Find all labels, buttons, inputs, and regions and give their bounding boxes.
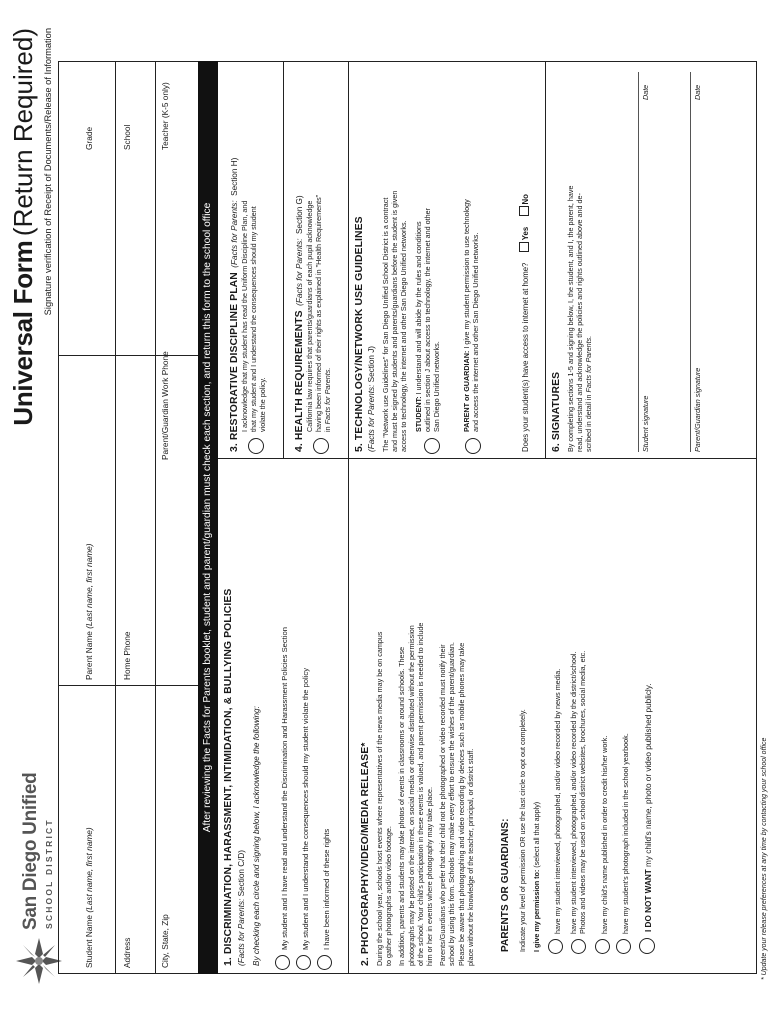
page-subtitle: Signature verification of Receipt of Documents/Release of Information xyxy=(43,28,53,316)
section-4-body: California law requires that parents/guardians of each pupil acknowledge having been informed of their rights as explained in "Health Requirements" in Facts for Parents. xyxy=(305,194,333,432)
internet-yes-checkbox[interactable] xyxy=(519,242,529,252)
district-logo xyxy=(14,746,64,986)
section-5-ref: (Facts for Parents: Section J) xyxy=(367,345,376,452)
section-3-title: 3. RESTORATIVE DISCIPLINE PLAN (Facts for Parents: Section H) xyxy=(229,157,240,452)
permission-yearbook-checkbox[interactable] xyxy=(616,939,631,954)
star-logo-icon xyxy=(14,936,64,986)
s1-item3-checkbox[interactable] xyxy=(317,955,332,970)
city-state-zip-label[interactable]: City, State, Zip xyxy=(160,914,170,968)
opt-out-checkbox[interactable] xyxy=(639,938,655,954)
title-main: Universal Form xyxy=(8,240,38,426)
page-title xyxy=(8,28,39,426)
opt-out-label: I DO NOT WANT my child's name, photo or video published publicly. xyxy=(644,683,653,932)
section-5-body: The "Network use Guidelines" for San Diego Unified School District is a contract and must be signed by students and parents/guardians before the student is given access to technology, the internet and other San Diego Unified networks. xyxy=(381,190,409,452)
s1-item1-checkbox[interactable] xyxy=(275,955,290,970)
section-1-instructions: By checking each circle and signing below, I acknowledge the following: xyxy=(252,706,261,966)
s1-item3-label: I have been informed of these rights xyxy=(322,828,331,950)
s1-item2-label: My student and I understand the consequences should my student violate the policy xyxy=(301,668,310,950)
internet-access-question: Does your student(s) have access to internet at home? Yes No xyxy=(521,194,530,452)
instruction-banner xyxy=(198,61,218,974)
s5-parent-text: PARENT or GUARDIAN: I give my student permission to use technology and access the internet and other San Diego Unified networks. xyxy=(462,199,481,432)
student-date-field[interactable]: Date xyxy=(641,84,650,100)
permission-instructions: Indicate your level of permission OR use the last circle to opt out completely. xyxy=(518,709,527,952)
home-phone-label[interactable]: Home Phone xyxy=(122,631,132,680)
permission-news-media-label: have my student interviewed, photographed, and/or video recorded by news media. xyxy=(553,668,562,934)
section-5-title: 5. TECHNOLOGY/NETWORK USE GUIDELINES xyxy=(354,216,365,452)
section-1-ref: (Facts for Parents: Section C/D) xyxy=(237,849,246,966)
parent-date-field[interactable]: Date xyxy=(693,84,702,100)
permission-district-checkbox[interactable] xyxy=(571,939,586,954)
student-signature-field[interactable]: Student signature xyxy=(641,395,650,452)
address-label[interactable]: Address xyxy=(122,937,132,968)
s5-parent-checkbox[interactable] xyxy=(465,438,481,454)
s1-item1-label: My student and I have read and understand the Discrimination and Harassment Policies Section xyxy=(280,627,289,950)
s1-item2-checkbox[interactable] xyxy=(296,955,311,970)
parents-guardians-heading: PARENTS OR GUARDIANS: xyxy=(500,818,511,952)
title-paren: (Return Required) xyxy=(8,28,38,237)
internet-no-checkbox[interactable] xyxy=(519,206,529,216)
work-phone-label[interactable]: Parent/Guardian Work Phone xyxy=(160,351,170,460)
parent-signature-field[interactable]: Parent/Guardian signature xyxy=(693,367,702,452)
section-6-title: 6. SIGNATURES xyxy=(551,371,562,452)
section-2-body: During the school year, schools host events where representatives of the news media may be on campus to gather photographs and/or video footage. In addition, parents and students may take photos of events in classrooms or around schools. These photographs may be posted on the internet, on social media or otherwise distributed without the permission of the school. Your child's participation in these events is valued, and parent permission is needed to include him or her in events where photography may take place. Parents/Guardians who prefer that their child not be photographed or video recorded must notify their school by using this form. Schools may make every effort to ensure the wishes of the parent/guardian. Please be aware that photographing and video recording by devices such as mobile phones may take place without the knowledge of the teacher, principal, or district staff. xyxy=(375,622,475,966)
permission-lead: I give my permission to: (select all that apply) xyxy=(532,801,541,952)
school-label[interactable]: School xyxy=(122,124,132,150)
permission-yearbook-label: have my student's photograph included in the school yearbook. xyxy=(621,733,630,934)
grade-label[interactable]: Grade xyxy=(84,126,94,150)
s5-student-checkbox[interactable] xyxy=(424,438,440,454)
section-4-title: 4. HEALTH REQUIREMENTS (Facts for Parents: Section G) xyxy=(294,195,305,452)
permission-district-label: have my student interviewed, photographed, and/or video recorded by the district/school. Photos and videos may be used on school district websites, brochures, social media, etc. xyxy=(569,650,588,934)
s3-checkbox[interactable] xyxy=(248,438,264,454)
logo-name: San Diego Unified xyxy=(20,772,41,930)
section-1-title: 1. DISCRIMINATION, HARASSMENT, INTIMIDATION, & BULLYING POLICIES xyxy=(223,588,234,966)
s4-checkbox[interactable] xyxy=(313,438,329,454)
permission-name-credit-label: have my child's name published in order to credit his/her work. xyxy=(600,735,609,934)
logo-subtitle: SCHOOL DISTRICT xyxy=(44,818,54,929)
section-6-body: By completing sections 1-5 and signing below, I, the student, and I, the parent, have read, understand and acknowledge the policies and rights outlined above and de- scribed in detail in Facts for Parents. xyxy=(566,185,594,452)
section-2-title: 2. PHOTOGRAPHY/VIDEO/MEDIA RELEASE* xyxy=(360,742,371,966)
permission-news-media-checkbox[interactable] xyxy=(548,939,563,954)
permission-name-credit-checkbox[interactable] xyxy=(595,939,610,954)
section-3-body: I acknowledge that my student has read the Uniform Discipline Plan, and that my student and I understand the consequences should my student violate the policy. xyxy=(240,200,268,432)
footnote: * Update your release preferences at any time by contacting your school office xyxy=(761,737,768,980)
s5-student-text: STUDENT: I understand and will abide by the rules and conditions outlined in section J about access to technology, the internet and other San Diego Unified networks. xyxy=(414,207,442,432)
parent-name-label[interactable]: Parent Name (Last name, first name) xyxy=(84,543,94,680)
banner-text: After reviewing the Facts for Parents booklet, student and parent/guardian must check each section, and return this form to the school office xyxy=(202,202,213,833)
student-name-label[interactable]: Student Name (Last name, first name) xyxy=(84,827,94,968)
teacher-label[interactable]: Teacher (K-5 only) xyxy=(160,82,170,150)
